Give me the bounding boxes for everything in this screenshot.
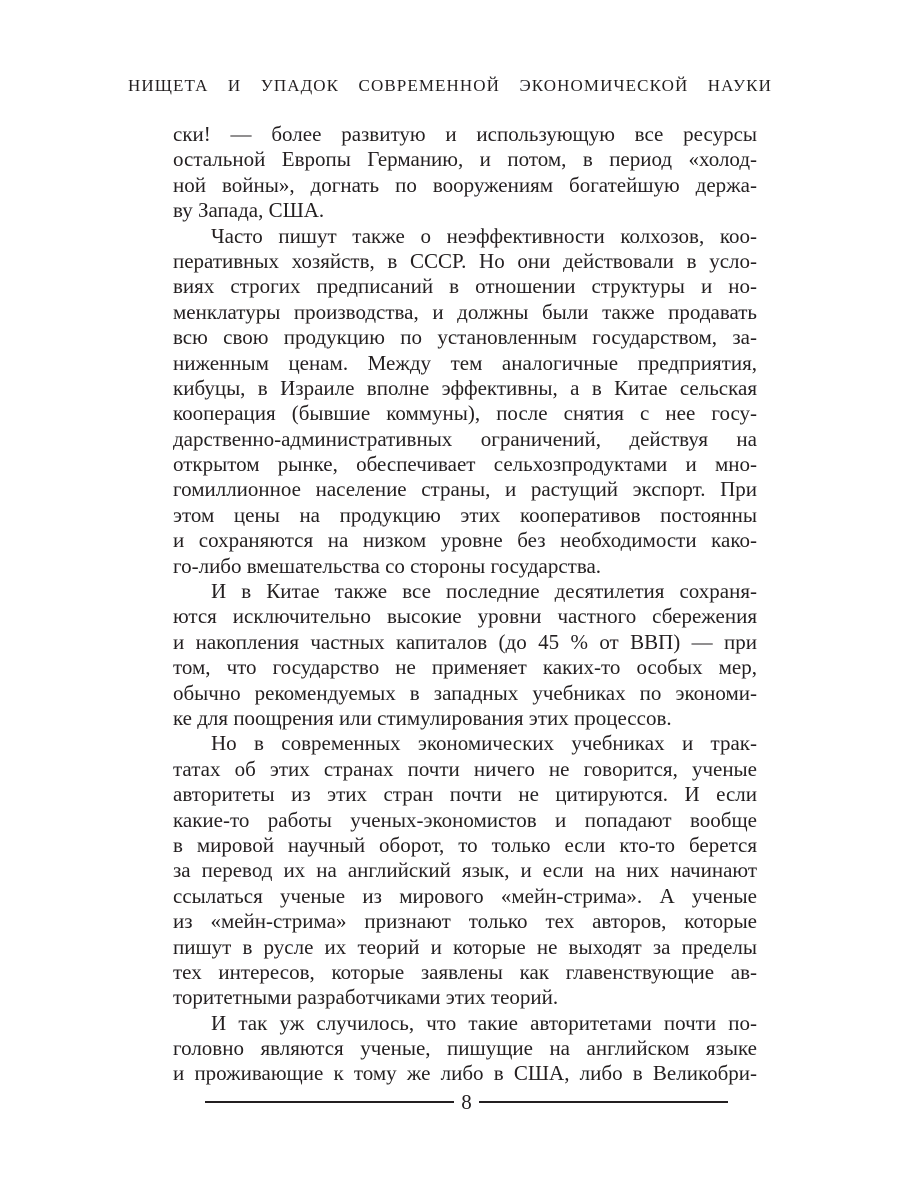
text-line: го-либо вмешательства со стороны государства. — [173, 553, 602, 578]
footer-rule-left — [205, 1101, 454, 1103]
text-line: пишут в русле их теорий и которые не выходят за пределы — [173, 934, 757, 959]
text-line: обычно рекомендуемых в западных учебниках по экономи- — [173, 680, 757, 705]
page-footer — [205, 1089, 728, 1115]
text-line: авторитеты из этих стран почти не цитируются. И если — [173, 782, 757, 807]
text-line: и проживающие к тому же либо в США, либо в Великобри- — [173, 1061, 757, 1086]
text-line: перативных хозяйств, в СССР. Но они действовали в усло- — [173, 248, 757, 273]
text-line: гомиллионное население страны, и растущий экспорт. При — [173, 477, 757, 502]
text-line: этом цены на продукцию этих кооперативов постоянны — [173, 502, 757, 527]
text-line: какие-то работы ученых-экономистов и попадают вообще — [173, 807, 757, 832]
text-line: головно являются ученые, пишущие на английском языке — [173, 1036, 757, 1061]
text-line: ниженным ценам. Между тем аналогичные предприятия, — [173, 350, 757, 375]
text-line: ву Запада, США. — [173, 198, 325, 223]
text-line: кооперация (бывшие коммуны), после снятия с нее госу- — [173, 401, 757, 426]
text-line: виях строгих предписаний в отношении структуры и но- — [173, 274, 757, 299]
text-line: ной войны», догнать по вооружениям богатейшую держа- — [173, 172, 757, 197]
text-line: Но в современных экономических учебниках и трак- — [211, 731, 757, 756]
text-line: и сохраняются на низком уровне без необходимости како- — [173, 528, 757, 553]
text-line: за перевод их на английский язык, и если на них начинают — [173, 858, 757, 883]
paragraph — [173, 122, 757, 224]
body-text — [173, 122, 757, 1087]
text-line: остальной Европы Германию, и потом, в период «холод- — [173, 147, 757, 172]
paragraph — [173, 1011, 757, 1087]
text-line: Часто пишут также о неэффективности колхозов, коо- — [211, 223, 757, 248]
text-line: И так уж случилось, что такие авторитетами почти по- — [211, 1010, 757, 1035]
paragraph — [173, 224, 757, 579]
text-line: из «мейн-стрима» признают только тех авторов, которые — [173, 909, 757, 934]
text-line: ке для поощрения или стимулирования этих процессов. — [173, 705, 672, 730]
text-line: ски! — более развитую и использующую все ресурсы — [173, 122, 757, 146]
text-line: менклатуры производства, и должны были также продавать — [173, 299, 757, 324]
text-line: торитетными разработчиками этих теорий. — [173, 985, 559, 1010]
text-line: тех интересов, которые заявлены как главенствующие ав- — [173, 959, 757, 984]
paragraph — [173, 731, 757, 1010]
text-line: в мировой научный оборот, то только если кто-то берется — [173, 832, 757, 857]
text-line: том, что государство не применяет каких-то особых мер, — [173, 655, 757, 680]
text-line: ются исключительно высокие уровни частного сбережения — [173, 604, 757, 629]
text-line: И в Китае также все последние десятилетия сохраня- — [211, 579, 757, 604]
text-line: и накопления частных капиталов (до 45 % от ВВП) — при — [173, 629, 757, 654]
text-line: татах об этих странах почти ничего не говорится, ученые — [173, 756, 757, 781]
paragraph — [173, 579, 757, 731]
text-line: ссылаться ученые из мирового «мейн-стрима». А ученые — [173, 883, 757, 908]
text-line: кибуцы, в Израиле вполне эффективны, а в Китае сельская — [173, 375, 757, 400]
text-line: дарственно-административных ограничений, действуя на — [173, 426, 757, 451]
text-line: всю свою продукцию по установленным государством, за- — [173, 325, 757, 350]
text-line: открытом рынке, обеспечивает сельхозпродуктами и мно- — [173, 452, 757, 477]
footer-rule-right — [479, 1101, 728, 1103]
running-head: НИЩЕТА И УПАДОК СОВРЕМЕННОЙ ЭКОНОМИЧЕСКОЙ НАУКИ — [128, 76, 772, 95]
page-number: 8 — [461, 1090, 472, 1114]
